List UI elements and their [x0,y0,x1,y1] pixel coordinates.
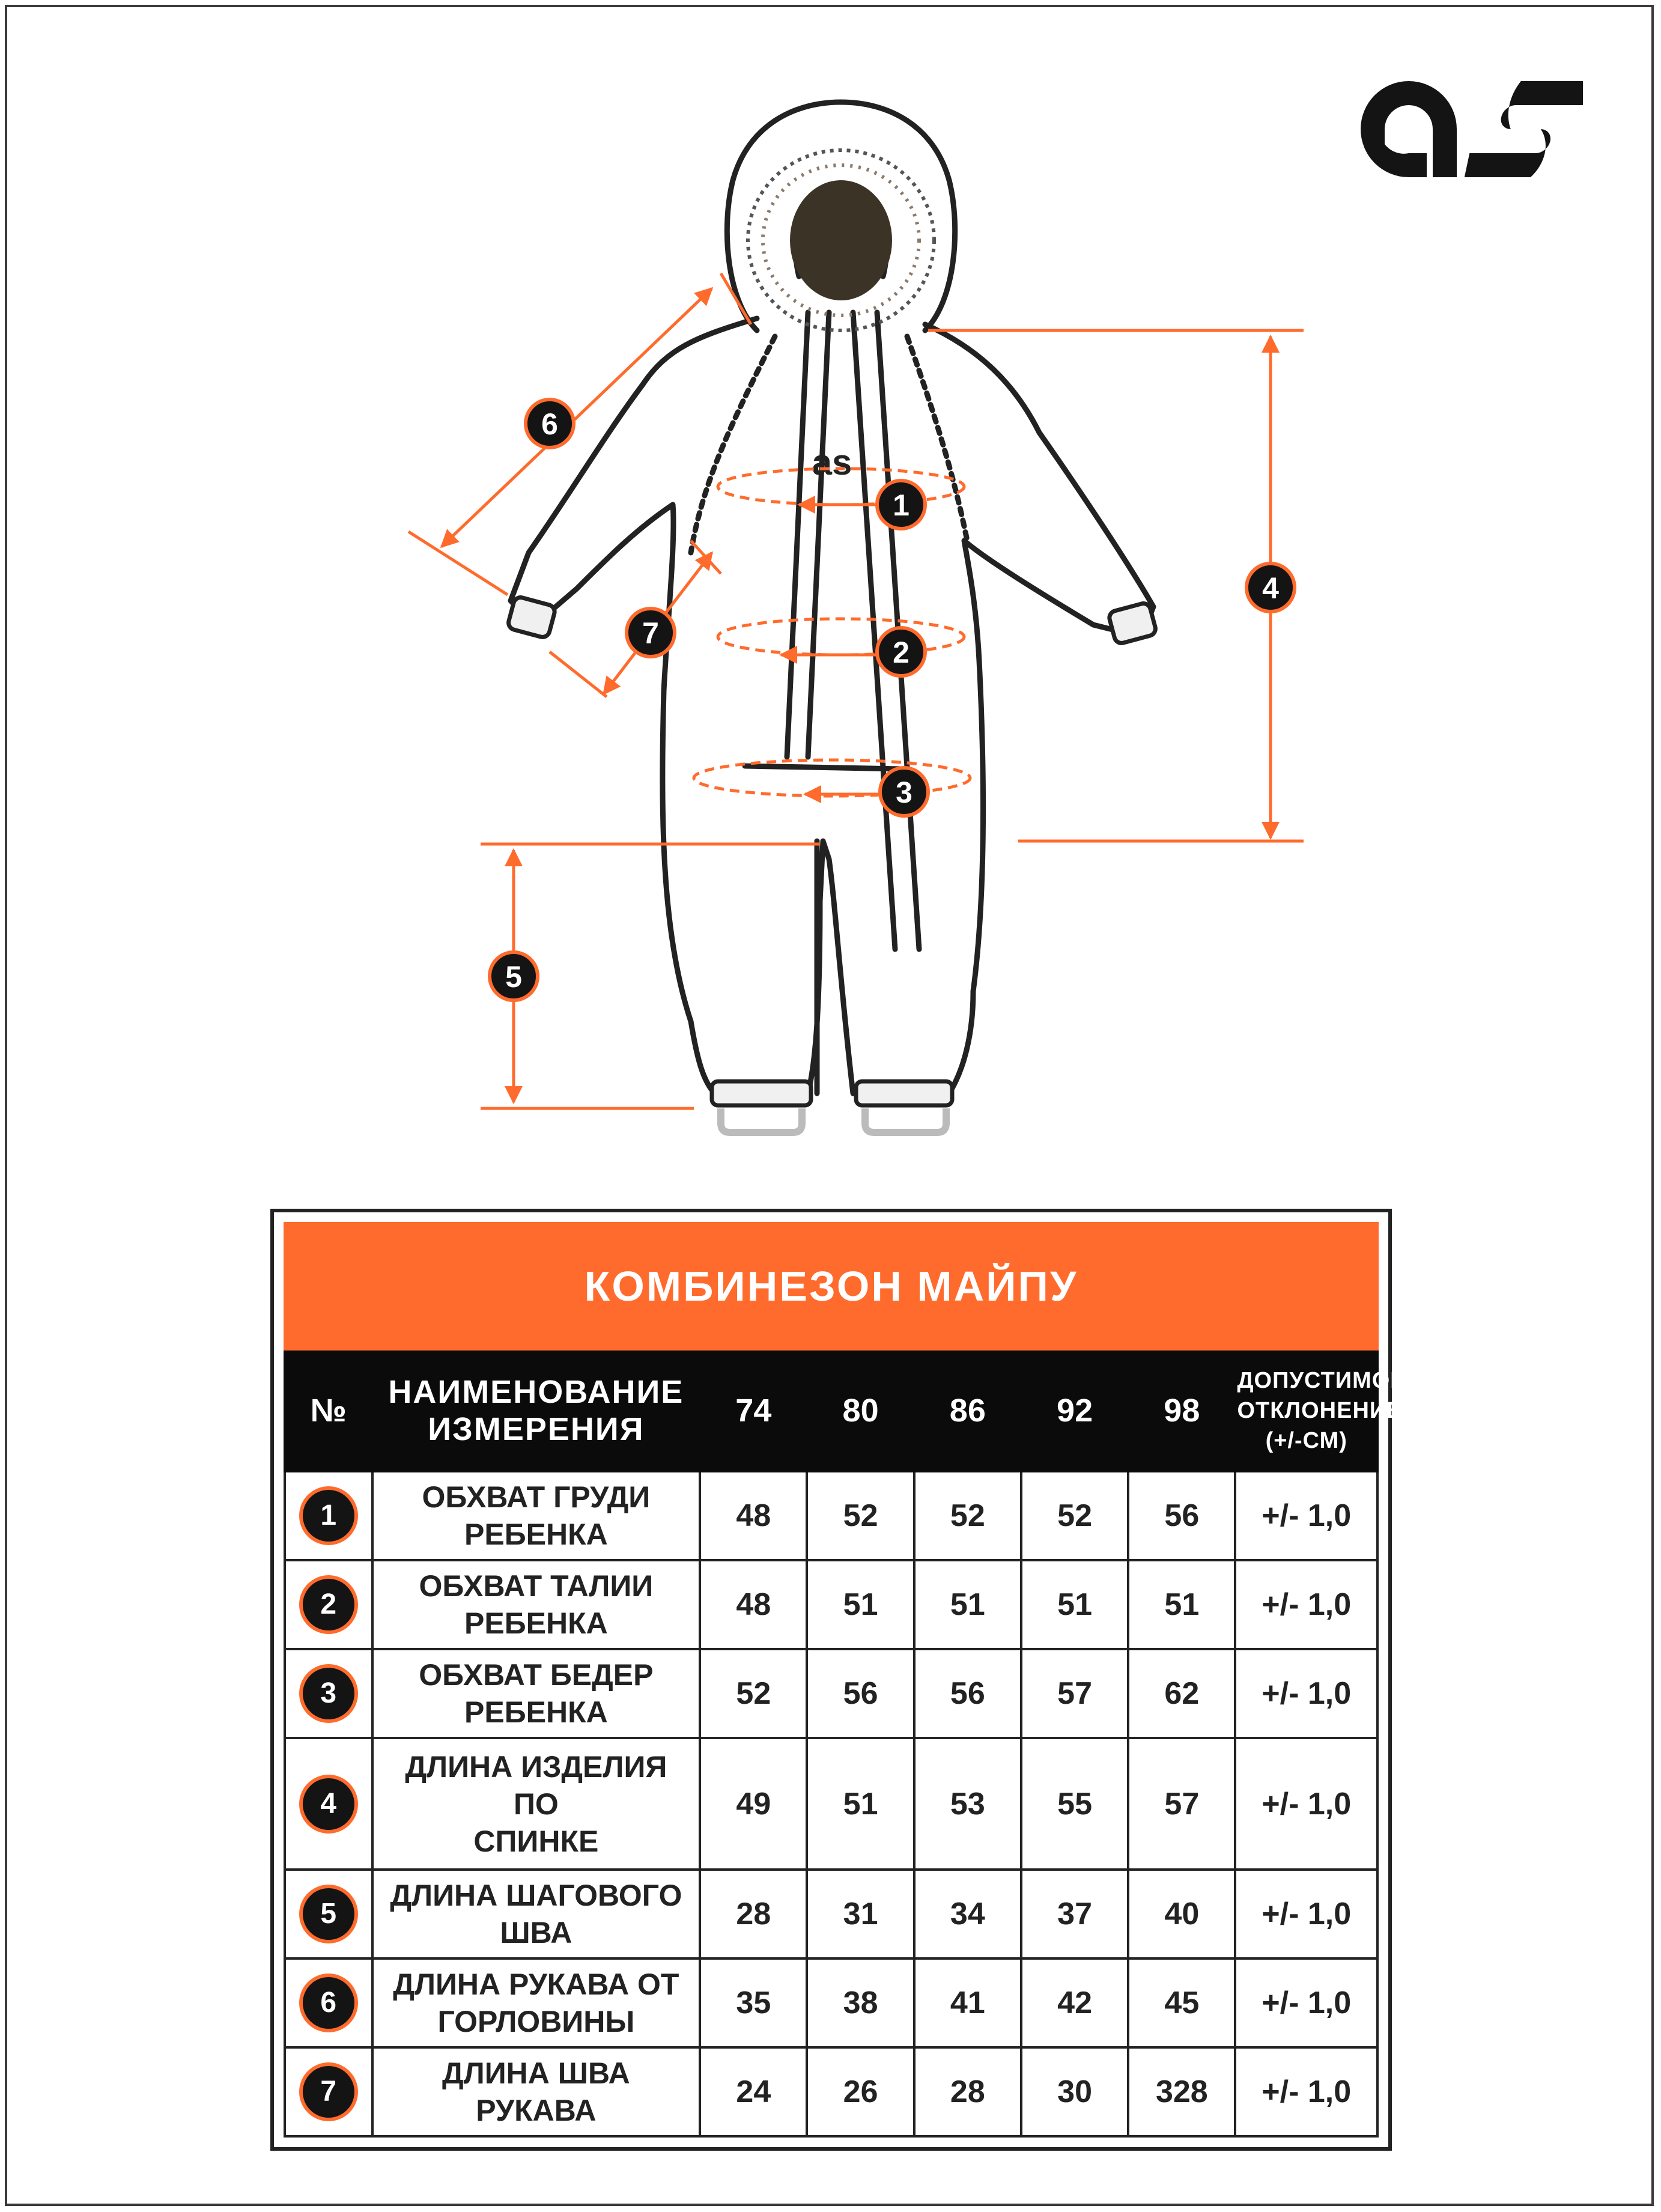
size-value: 51 [807,1738,914,1870]
size-value: 38 [807,1958,914,2047]
size-value: 45 [1128,1958,1235,2047]
row-number-cell [285,1958,372,2047]
header-name-line2: ИЗМЕРЕНИЯ [428,1411,645,1447]
measurement-name-line2: РЕБЕНКА [464,1606,608,1641]
size-value: 51 [1128,1560,1235,1649]
marker-3 [880,768,928,816]
row-number-cell [285,1649,372,1738]
header-size: 86 [914,1349,1021,1471]
svg-text:5: 5 [505,960,522,994]
size-value: 56 [914,1649,1021,1738]
table-row [285,2047,1377,2136]
marker-1 [877,481,925,529]
size-value: 28 [914,2047,1021,2136]
deviation-value: +/- 1,0 [1235,1471,1377,1560]
measurement-name [372,1958,700,2047]
header-num: № [285,1349,372,1471]
size-value: 34 [914,1870,1021,1958]
row-number-badge: 4 [299,1775,358,1834]
measurement-name-line1: ОБХВАТ БЕДЕР [419,1658,654,1692]
svg-text:1: 1 [893,488,909,522]
table-row [285,1738,1377,1870]
size-value: 57 [1128,1738,1235,1870]
svg-text:3: 3 [896,776,912,809]
measurement-name [372,1560,700,1649]
hood-inner [790,180,892,300]
header-size: 80 [807,1349,914,1471]
measurement-name [372,1649,700,1738]
header-size: 74 [700,1349,807,1471]
size-value: 52 [700,1649,807,1738]
row-number-badge: 2 [299,1575,358,1634]
measurement-name-line2: СПИНКЕ [473,1824,599,1858]
measurement-name-line1: ДЛИНА ШВА РУКАВА [442,2056,630,2128]
measurement-name-line1: ДЛИНА РУКАВА ОТ [393,1967,679,2002]
row-number-badge: 7 [299,2062,358,2121]
size-value: 26 [807,2047,914,2136]
size-value: 51 [1021,1560,1128,1649]
deviation-value: +/- 1,0 [1235,1560,1377,1649]
header-dev-line2: ОТКЛОНЕНИЕ [1237,1397,1403,1423]
measurement-name [372,1870,700,1958]
table-row [285,1649,1377,1738]
header-dev-line1: ДОПУСТИМОЕ [1237,1367,1406,1393]
measurement-name-line1: ДЛИНА ШАГОВОГО [390,1879,682,1913]
header-size: 98 [1128,1349,1235,1471]
foot-straps [721,1108,946,1132]
size-value: 48 [700,1560,807,1649]
row-number-cell [285,1870,372,1958]
marker-7 [627,609,675,657]
size-value: 37 [1021,1870,1128,1958]
measurement-name [372,1471,700,1560]
size-table-container [270,1209,1406,2151]
svg-text:4: 4 [1262,571,1279,605]
measurement-name-line1: ДЛИНА ИЗДЕЛИЯ ПО [405,1749,667,1821]
header-name [372,1349,700,1471]
size-value: 55 [1021,1738,1128,1870]
row-number-badge: 1 [299,1486,358,1545]
size-value: 49 [700,1738,807,1870]
cuffs [507,596,1157,1105]
svg-text:2: 2 [893,636,909,669]
table-title-row [285,1223,1377,1349]
size-value: 56 [1128,1471,1235,1560]
marker-2 [877,628,925,676]
measurement-name-line2: ГОРЛОВИНЫ [437,2005,635,2039]
table-row [285,1471,1377,1560]
measure-line-2 [718,619,964,655]
deviation-value: +/- 1,0 [1235,1738,1377,1870]
size-value: 42 [1021,1958,1128,2047]
header-deviation [1235,1349,1406,1471]
chest-logo: as [812,442,852,482]
measurement-name-line2: ШВА [500,1916,572,1950]
size-value: 51 [807,1560,914,1649]
marker-6 [526,400,574,448]
row-number-cell [285,1560,372,1649]
table-row [285,1870,1377,1958]
table-row [285,1958,1377,2047]
measurement-name-line2: РЕБЕНКА [464,1518,608,1552]
svg-text:7: 7 [642,616,659,650]
size-value: 28 [700,1870,807,1958]
size-value: 62 [1128,1649,1235,1738]
row-number-badge: 6 [299,1973,358,2032]
size-value: 24 [700,2047,807,2136]
deviation-value: +/- 1,0 [1235,1649,1377,1738]
size-value: 328 [1128,2047,1235,2136]
measurement-name [372,1738,700,1870]
size-value: 57 [1021,1649,1128,1738]
marker-4 [1247,564,1295,612]
row-number-badge: 3 [299,1664,358,1723]
measurement-name-line1: ОБХВАТ ТАЛИИ [419,1569,654,1603]
header-size: 92 [1021,1349,1128,1471]
row-number-badge: 5 [299,1885,358,1943]
size-value: 53 [914,1738,1021,1870]
header-name-line1: НАИМЕНОВАНИЕ [388,1373,684,1410]
size-value: 31 [807,1870,914,1958]
size-value: 52 [914,1471,1021,1560]
svg-text:6: 6 [541,407,558,441]
deviation-value: +/- 1,0 [1235,2047,1377,2136]
size-value: 48 [700,1471,807,1560]
deviation-value: +/- 1,0 [1235,1870,1377,1958]
size-value: 52 [1021,1471,1128,1560]
table-header-row [285,1349,1377,1471]
size-value: 51 [914,1560,1021,1649]
header-dev-line3: (+/-СМ) [1265,1427,1347,1453]
size-value: 30 [1021,2047,1128,2136]
measurement-name-line1: ОБХВАТ ГРУДИ [422,1480,651,1515]
size-table [284,1222,1406,2138]
deviation-value: +/- 1,0 [1235,1958,1377,2047]
measurement-name-line2: РЕБЕНКА [464,1695,608,1730]
size-value: 35 [700,1958,807,2047]
size-value: 52 [807,1471,914,1560]
size-value: 41 [914,1958,1021,2047]
row-number-cell [285,1471,372,1560]
measurement-name [372,2047,700,2136]
table-body [285,1471,1377,2136]
table-row [285,1560,1377,1649]
table-title: КОМБИНЕЗОН МАЙПУ [285,1223,1377,1349]
row-number-cell [285,2047,372,2136]
size-value: 40 [1128,1870,1235,1958]
size-value: 56 [807,1649,914,1738]
marker-5 [490,952,538,1000]
row-number-cell [285,1738,372,1870]
